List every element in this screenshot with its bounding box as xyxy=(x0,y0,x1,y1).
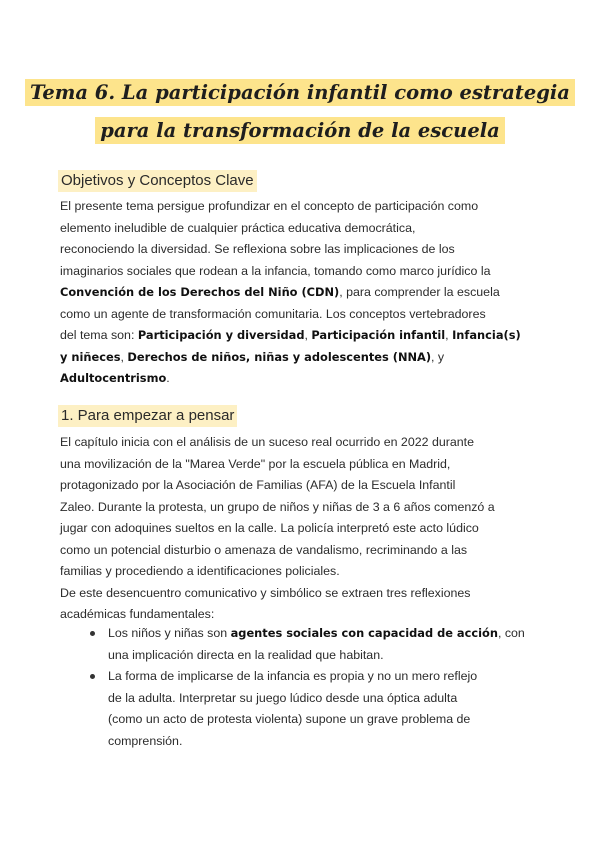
bullet-icon xyxy=(90,631,95,636)
text-line: comprensión. xyxy=(108,733,183,748)
text-line: de la adulta. Interpretar su juego lúdico desde una óptica adulta xyxy=(108,690,458,705)
text-line: jugar con adoquines sueltos en la calle. La policía interpretó este acto lúdico xyxy=(60,521,479,535)
section-heading-empezar: 1. Para empezar a pensar xyxy=(58,405,237,427)
list-item xyxy=(88,666,538,752)
text-line: (como un acto de protesta violenta) supone un grave problema de xyxy=(108,712,471,726)
text-line: una movilización de la "Marea Verde" por la escuela pública en Madrid, xyxy=(60,456,451,471)
text-line: De este desencuentro comunicativo y simbólico se extraen tres reflexiones xyxy=(60,585,471,600)
text-line: imaginarios sociales que rodean a la infancia, tomando como marco jurídico la xyxy=(60,263,491,278)
text-fragment: , xyxy=(445,328,453,342)
keyword-derechos-nna: Derechos de niños, niñas y adolescentes (NNA) xyxy=(127,349,432,364)
reflexiones-list xyxy=(88,623,538,752)
text-fragment: del tema son: xyxy=(60,328,138,342)
text-line: elemento ineludible de cualquier práctica educativa democrática, xyxy=(60,220,416,235)
text-line: como un potencial disturbio o amenaza de vandalismo, recriminando a las xyxy=(60,542,468,557)
keyword-ninezes: y niñeces xyxy=(60,349,121,364)
text-line: El capítulo inicia con el análisis de un suceso real ocurrido en 2022 durante xyxy=(60,435,474,449)
text-line: familias y procediendo a identificaciones policiales. xyxy=(60,564,340,578)
keyword-cdn: Convención de los Derechos del Niño (CDN) xyxy=(60,285,340,299)
empezar-paragraph xyxy=(60,432,546,626)
list-item xyxy=(88,623,538,666)
text-line: académicas fundamentales: xyxy=(60,607,215,621)
title-line-1: Tema 6. La participación infantil como estrategia xyxy=(25,79,575,106)
keyword-participacion-infantil: Participación infantil xyxy=(311,328,446,342)
keyword-agentes-sociales: agentes sociales con capacidad de acción xyxy=(230,626,498,640)
section-heading-objetivos: Objetivos y Conceptos Clave xyxy=(58,170,257,192)
text-fragment: , y xyxy=(431,349,445,364)
bullet-icon xyxy=(90,674,95,679)
text-line: Zaleo. Durante la protesta, un grupo de niños y niñas de 3 a 6 años comenzó a xyxy=(60,499,495,514)
text-fragment: , para comprender la escuela xyxy=(339,285,500,299)
objetivos-paragraph xyxy=(60,196,546,390)
title-line-2: para la transformación de la escuela xyxy=(95,117,505,144)
text-line: protagonizado por la Asociación de Familias (AFA) de la Escuela Infantil xyxy=(60,478,456,492)
text-line: una implicación directa en la realidad que habitan. xyxy=(108,647,384,662)
text-fragment: Los niños y niñas son xyxy=(108,626,231,640)
text-line: La forma de implicarse de la infancia es propia y no un mero reflejo xyxy=(108,669,478,683)
text-fragment: , con xyxy=(497,626,525,640)
text-line: reconociendo la diversidad. Se reflexiona sobre las implicaciones de los xyxy=(60,242,455,256)
text-fragment: , xyxy=(120,349,128,364)
keyword-infancias: Infancia(s) xyxy=(452,328,521,342)
keyword-participacion-diversidad: Participación y diversidad xyxy=(137,328,305,342)
keyword-adultocentrismo: Adultocentrismo xyxy=(60,371,167,385)
document-title xyxy=(0,74,600,150)
text-line: El presente tema persigue profundizar en el concepto de participación como xyxy=(60,199,479,213)
text-fragment: . xyxy=(166,371,170,385)
text-line: como un agente de transformación comunitaria. Los conceptos vertebradores xyxy=(60,306,486,321)
text-fragment: , xyxy=(304,328,312,342)
